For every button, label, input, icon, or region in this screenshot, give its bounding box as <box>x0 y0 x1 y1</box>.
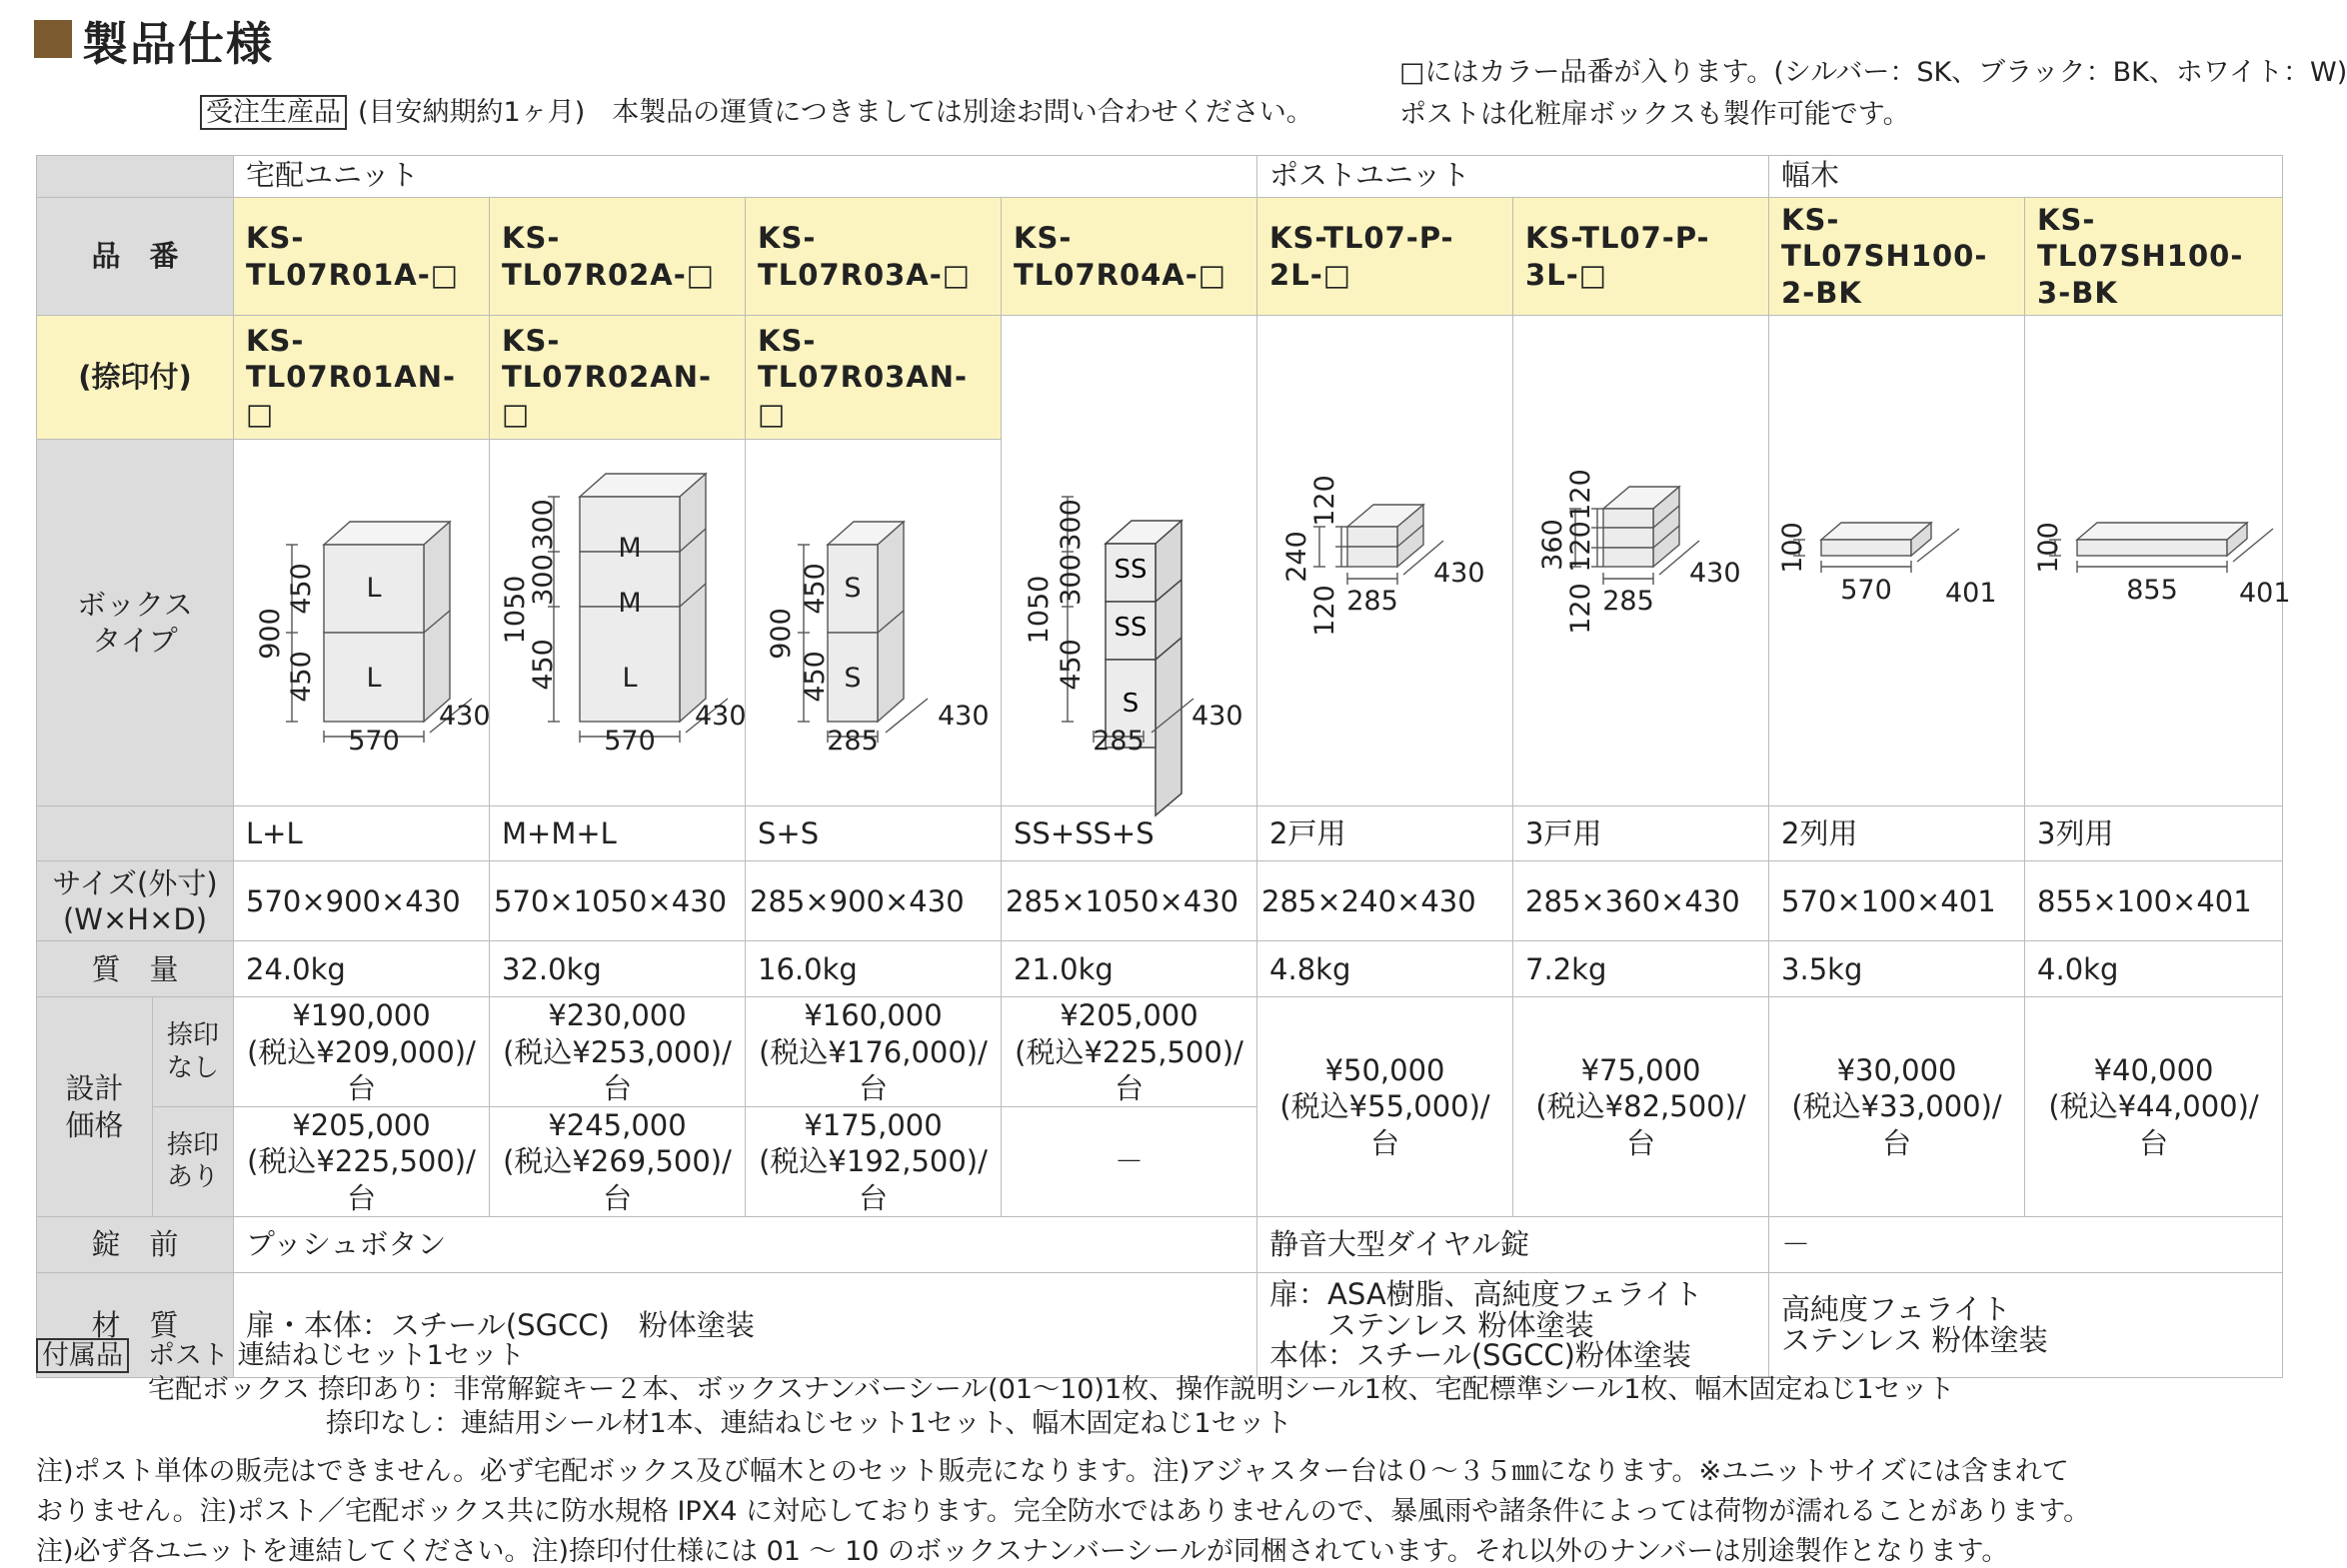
size-cell: 285×360×430 <box>1513 861 1769 941</box>
weight-cell: 21.0kg <box>1002 941 1257 997</box>
size-cell: 570×100×401 <box>1769 861 2025 941</box>
dim-label: 450 <box>1056 639 1087 691</box>
dim-label: 120 <box>1565 583 1596 635</box>
dim-label: 570 <box>604 726 656 757</box>
row-label-size: サイズ(外寸) (W×H×D) <box>37 861 234 941</box>
dim-label: 300 <box>528 499 559 551</box>
price-no-stamp-cell: ¥205,000 (税込¥225,500)/台 <box>1002 997 1257 1107</box>
type-cell: 2戸用 <box>1257 806 1513 861</box>
box-label: M <box>618 588 642 619</box>
dim-label: 100 <box>2033 522 2064 574</box>
dim-label: 240 <box>1281 531 1312 583</box>
group-delivery: 宅配ユニット <box>234 156 1257 198</box>
price-stamp-cell: ¥245,000 (税込¥269,500)/台 <box>490 1107 746 1217</box>
price-stamp-cell: ¥175,000 (税込¥192,500)/台 <box>746 1107 1002 1217</box>
model-cell: KS- TL07SH100- 3-BK <box>2025 198 2283 316</box>
type-cell: SS+SS+S <box>1002 806 1257 861</box>
size-cell: 285×900×430 <box>746 861 1002 941</box>
price-stamp-cell: ¥205,000 (税込¥225,500)/台 <box>234 1107 490 1217</box>
row-label-model: 品 番 <box>37 198 234 316</box>
type-cell: 3列用 <box>2025 806 2283 861</box>
stamp-model-cell: KS- TL07R03AN- □ <box>746 316 1002 440</box>
type-cell: S+S <box>746 806 1002 861</box>
row-label-price: 設計 価格 <box>37 997 153 1217</box>
box-label: SS <box>1114 555 1148 585</box>
group-post: ポストユニット <box>1257 156 1769 198</box>
accessory-badge: 付属品 <box>36 1333 129 1372</box>
size-cell: 285×1050×430 <box>1002 861 1257 941</box>
row-label-lock: 錠 前 <box>37 1216 234 1272</box>
model-cell: KS-TL07-P- 2L-□ <box>1257 198 1513 316</box>
dim-label: 401 <box>2239 578 2291 609</box>
lock-delivery: プッシュボタン <box>234 1216 1257 1272</box>
dim-label: 450 <box>800 651 831 703</box>
accessory-line: 捺印なし：連結用シール材1本、連結ねじセット1セット、幅木固定ねじ1セット <box>326 1408 1292 1439</box>
row-label-stamp: (捺印付) <box>37 316 234 440</box>
type-cell: M+M+L <box>490 806 746 861</box>
box-label: M <box>618 533 642 564</box>
model-cell: KS- TL07R02A-□ <box>490 198 746 316</box>
size-cell: 570×1050×430 <box>490 861 746 941</box>
price-cell: ¥75,000 (税込¥82,500)/台 <box>1513 997 1769 1217</box>
row-label-box-type: ボックス タイプ <box>37 440 234 806</box>
dim-label: 300 <box>1056 499 1087 551</box>
dim-label: 100 <box>1777 522 1808 574</box>
dim-label: 120 <box>1565 469 1596 521</box>
dim-label: 450 <box>800 563 831 615</box>
type-cell: 2列用 <box>1769 806 2025 861</box>
price-no-stamp-cell: ¥190,000 (税込¥209,000)/台 <box>234 997 490 1107</box>
dim-label: 285 <box>1602 586 1654 617</box>
note-line: 注)必ず各ユニットを連結してください。注)捺印付仕様には 01 ～ 10 のボックスナンバーシールが同梱されています。それ以外のナンバーは別途製作となります。 <box>36 1536 2009 1567</box>
dim-label: 430 <box>1689 558 1741 589</box>
price-cell: ¥40,000 (税込¥44,000)/台 <box>2025 997 2283 1217</box>
dim-label: 450 <box>528 639 559 691</box>
drawing-plinth-2 <box>1793 523 1959 573</box>
note-line: 注)ポスト単体の販売はできません。必ず宅配ボックス及び幅木とのセット販売になります。注)アジャスター台は０～３５㎜になります。※ユニットサイズには含まれて <box>36 1456 2069 1487</box>
material-delivery: 扉・本体：スチール(SGCC) 粉体塗装 <box>234 1272 1257 1377</box>
row-label-price-no-stamp: 捺印 なし <box>153 997 234 1107</box>
weight-cell: 24.0kg <box>234 941 490 997</box>
group-plinth: 幅木 <box>1769 156 2283 198</box>
dim-label: 300 <box>528 554 559 606</box>
type-cell: L+L <box>234 806 490 861</box>
weight-cell: 4.8kg <box>1257 941 1513 997</box>
dim-label: 285 <box>1093 726 1145 757</box>
stamp-model-cell: KS- TL07R01AN- □ <box>234 316 490 440</box>
model-cell: KS- TL07SH100- 2-BK <box>1769 198 2025 316</box>
dim-label: 360 <box>1537 519 1568 571</box>
box-label: SS <box>1114 613 1148 643</box>
price-no-stamp-cell: ¥160,000 (税込¥176,000)/台 <box>746 997 1002 1107</box>
weight-cell: 7.2kg <box>1513 941 1769 997</box>
dim-label: 120 <box>1309 475 1340 527</box>
weight-cell: 16.0kg <box>746 941 1002 997</box>
size-cell: 570×900×430 <box>234 861 490 941</box>
size-cell: 855×100×401 <box>2025 861 2283 941</box>
post-note: ポストは化粧扉ボックスも製作可能です。 <box>1399 99 1910 130</box>
dim-label: 430 <box>695 701 747 732</box>
dim-label: 450 <box>286 651 317 703</box>
dim-label: 430 <box>938 701 990 732</box>
dim-label: 900 <box>255 608 286 660</box>
price-cell: ¥50,000 (税込¥55,000)/台 <box>1257 997 1513 1217</box>
order-badge: 受注生産品 <box>200 90 347 129</box>
weight-cell: 3.5kg <box>1769 941 2025 997</box>
material-plinth: 高純度フェライト ステンレス 粉体塗装 <box>1769 1272 2283 1377</box>
drawing-s-s <box>798 522 928 743</box>
drawing-plinth-3 <box>2049 523 2273 573</box>
model-cell: KS- TL07R03A-□ <box>746 198 1002 316</box>
stamp-model-cell: KS- TL07R02AN- □ <box>490 316 746 440</box>
corner-cell <box>37 156 234 198</box>
material-post: 扉：ASA樹脂、高純度フェライト ステンレス 粉体塗装 本体：スチール(SGCC)粉体塗装 <box>1257 1272 1769 1377</box>
lock-post: 静音大型ダイヤル錠 <box>1257 1216 1769 1272</box>
color-note: □にはカラー品番が入ります。(シルバー：SK、ブラック：BK、ホワイト：W) <box>1399 57 2347 88</box>
dim-label: 1050 <box>500 575 531 645</box>
note-line: おりません。注)ポスト／宅配ボックス共に防水規格 IPX4 に対応しております。完全防水ではありませんので、暴風雨や諸条件によっては荷物が濡れることがあります。 <box>36 1496 2091 1527</box>
dim-label: 1050 <box>1024 575 1055 645</box>
row-label-material: 材 質 <box>37 1272 234 1377</box>
box-type-label-spacer <box>37 806 234 861</box>
dim-label: 285 <box>1346 586 1398 617</box>
model-cell: KS-TL07-P- 3L-□ <box>1513 198 1769 316</box>
dim-label: 285 <box>827 726 879 757</box>
price-stamp-cell: － <box>1002 1107 1257 1217</box>
price-cell: ¥30,000 (税込¥33,000)/台 <box>1769 997 2025 1217</box>
dim-label: 570 <box>348 726 400 757</box>
box-label: L <box>622 663 638 694</box>
box-drawings <box>234 437 2291 798</box>
dim-label: 120 <box>1565 521 1596 573</box>
box-label: L <box>366 663 382 694</box>
page-title: 製品仕様 <box>82 17 274 71</box>
lock-plinth: － <box>1769 1216 2283 1272</box>
order-text: (目安納期約1ヶ月) 本製品の運賃につきましては別途お問い合わせください。 <box>358 97 1313 128</box>
box-label: S <box>1122 689 1140 719</box>
size-cell: 285×240×430 <box>1257 861 1513 941</box>
dim-label: 430 <box>1191 701 1243 732</box>
model-cell: KS- TL07R04A-□ <box>1002 198 1257 316</box>
dim-label: 900 <box>766 608 797 660</box>
type-cell: 3戸用 <box>1513 806 1769 861</box>
dim-label: 120 <box>1309 585 1340 637</box>
dim-label: 430 <box>439 701 491 732</box>
weight-cell: 32.0kg <box>490 941 746 997</box>
accessory-line: 宅配ボックス 捺印あり：非常解錠キー２本、ボックスナンバーシール(01～10)1枚、操作説明シール1枚、宅配標準シール1枚、幅木固定ねじ1セット <box>148 1374 1955 1405</box>
title-marker <box>34 20 72 58</box>
box-label: S <box>844 663 862 694</box>
row-label-weight: 質 量 <box>37 941 234 997</box>
dim-label: 570 <box>1840 575 1892 606</box>
dim-label: 450 <box>286 563 317 615</box>
box-label: S <box>844 573 862 604</box>
row-label-price-stamp: 捺印 あり <box>153 1107 234 1217</box>
dim-label: 300 <box>1056 554 1087 606</box>
box-label: L <box>366 573 382 604</box>
dim-label: 401 <box>1945 578 1997 609</box>
model-cell: KS- TL07R01A-□ <box>234 198 490 316</box>
dim-label: 430 <box>1433 558 1485 589</box>
weight-cell: 4.0kg <box>2025 941 2283 997</box>
accessory-line: ポスト 連結ねじセット1セット <box>148 1340 525 1371</box>
price-no-stamp-cell: ¥230,000 (税込¥253,000)/台 <box>490 997 746 1107</box>
dim-label: 855 <box>2126 575 2178 606</box>
